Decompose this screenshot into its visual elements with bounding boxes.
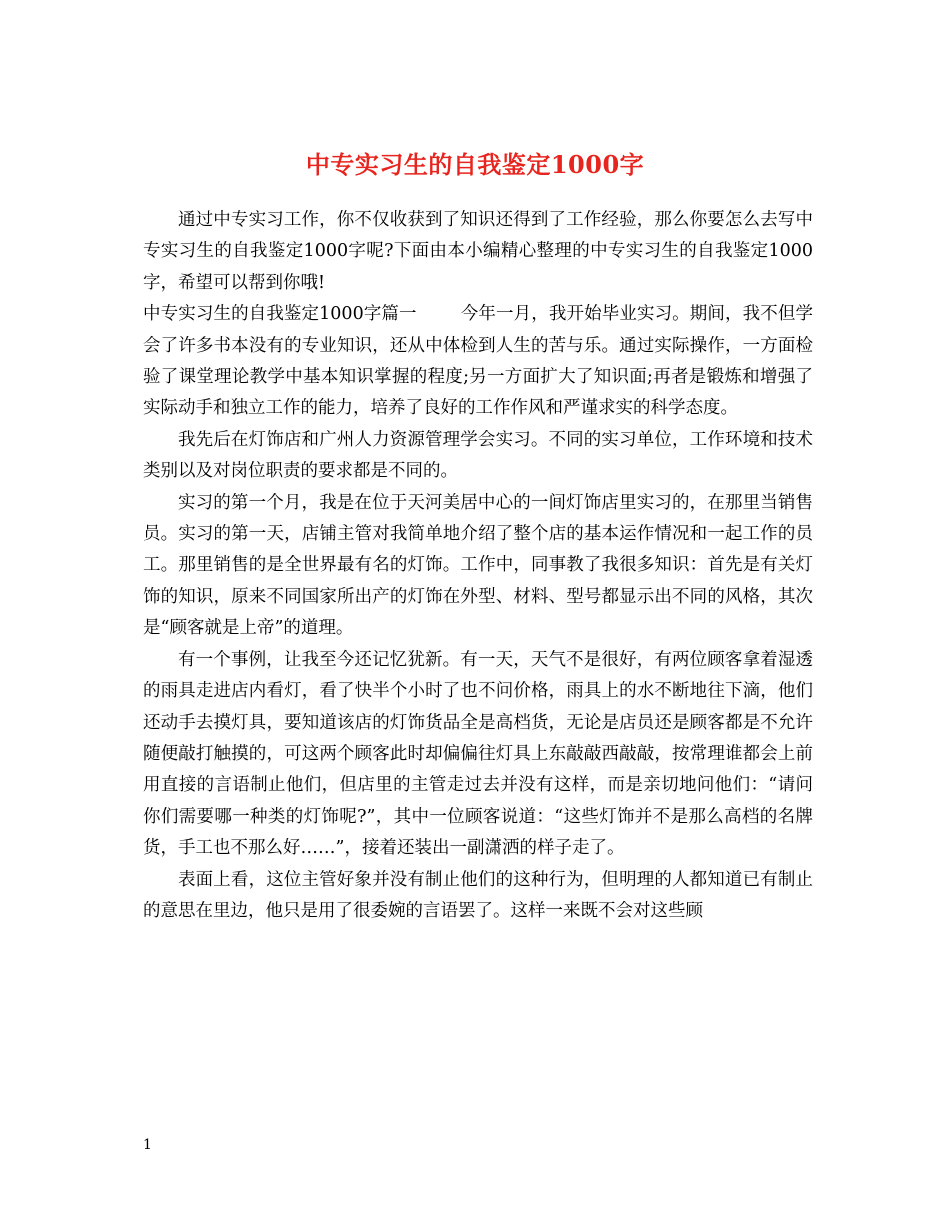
section-first-paragraph: 今年一月，我开始毕业实习。期间，我不但学会了许多书本没有的专业知识，还从中体检到人生的苦与乐。通过实际操作，一方面检验了课堂理论教学中基本知识掌握的程度;另一方面扩大了知识面;再者是锻炼和增强了实际动手和独立工作的能力，培养了良好的工作作风和严谨求实的科学态度。	[143, 304, 813, 419]
body-paragraph: 有一个事例，让我至今还记忆犹新。有一天，天气不是很好，有两位顾客拿着湿透的雨具走进店内看灯，看了快半个小时了也不问价格，雨具上的水不断地往下滴，他们还动手去摸灯具，要知道该店的灯饰货品全是高档货，无论是店员还是顾客都是不允许随便敲打触摸的，可这两个顾客此时却偏偏往灯具上东敲敲西敲敲，按常理谁都会上前用直接的言语制止他们，但店里的主管走过去并没有这样，而是亲切地问他们：“请问你们需要哪一种类的灯饰呢?”，其中一位顾客说道：“这些灯饰并不是那么高档的名牌货，手工也不那么好……”，接着还装出一副潇洒的样子走了。	[143, 649, 813, 859]
section-heading: 中专实习生的自我鉴定1000字篇一	[143, 304, 417, 325]
intro-paragraph: 通过中专实习工作，你不仅收获到了知识还得到了工作经验，那么你要怎么去写中专实习生的自我鉴定1000字呢?下面由本小编精心整理的中专实习生的自我鉴定1000字，希望可以帮到你哦!	[143, 210, 813, 293]
body-paragraph: 实习的第一个月，我是在位于天河美居中心的一间灯饰店里实习的，在那里当销售员。实习的第一天，店铺主管对我简单地介绍了整个店的基本运作情况和一起工作的员工。那里销售的是全世界最有名的灯饰。工作中，同事教了我很多知识：首先是有关灯饰的知识，原来不同国家所出产的灯饰在外型、材料、型号都显示出不同的风格，其次是“顾客就是上帝”的道理。	[143, 492, 813, 639]
page-number: 1	[143, 1137, 152, 1153]
section-paragraph	[143, 299, 813, 425]
document-body	[143, 205, 813, 927]
body-paragraph: 表面上看，这位主管好象并没有制止他们的这种行为，但明理的人都知道已有制止的意思在里边，他只是用了很委婉的言语罢了。这样一来既不会对这些顾	[143, 869, 813, 921]
document-title: 中专实习生的自我鉴定1000字	[305, 150, 645, 180]
body-paragraph: 我先后在灯饰店和广州人力资源管理学会实习。不同的实习单位，工作环境和技术类别以及对岗位职责的要求都是不同的。	[143, 429, 813, 482]
